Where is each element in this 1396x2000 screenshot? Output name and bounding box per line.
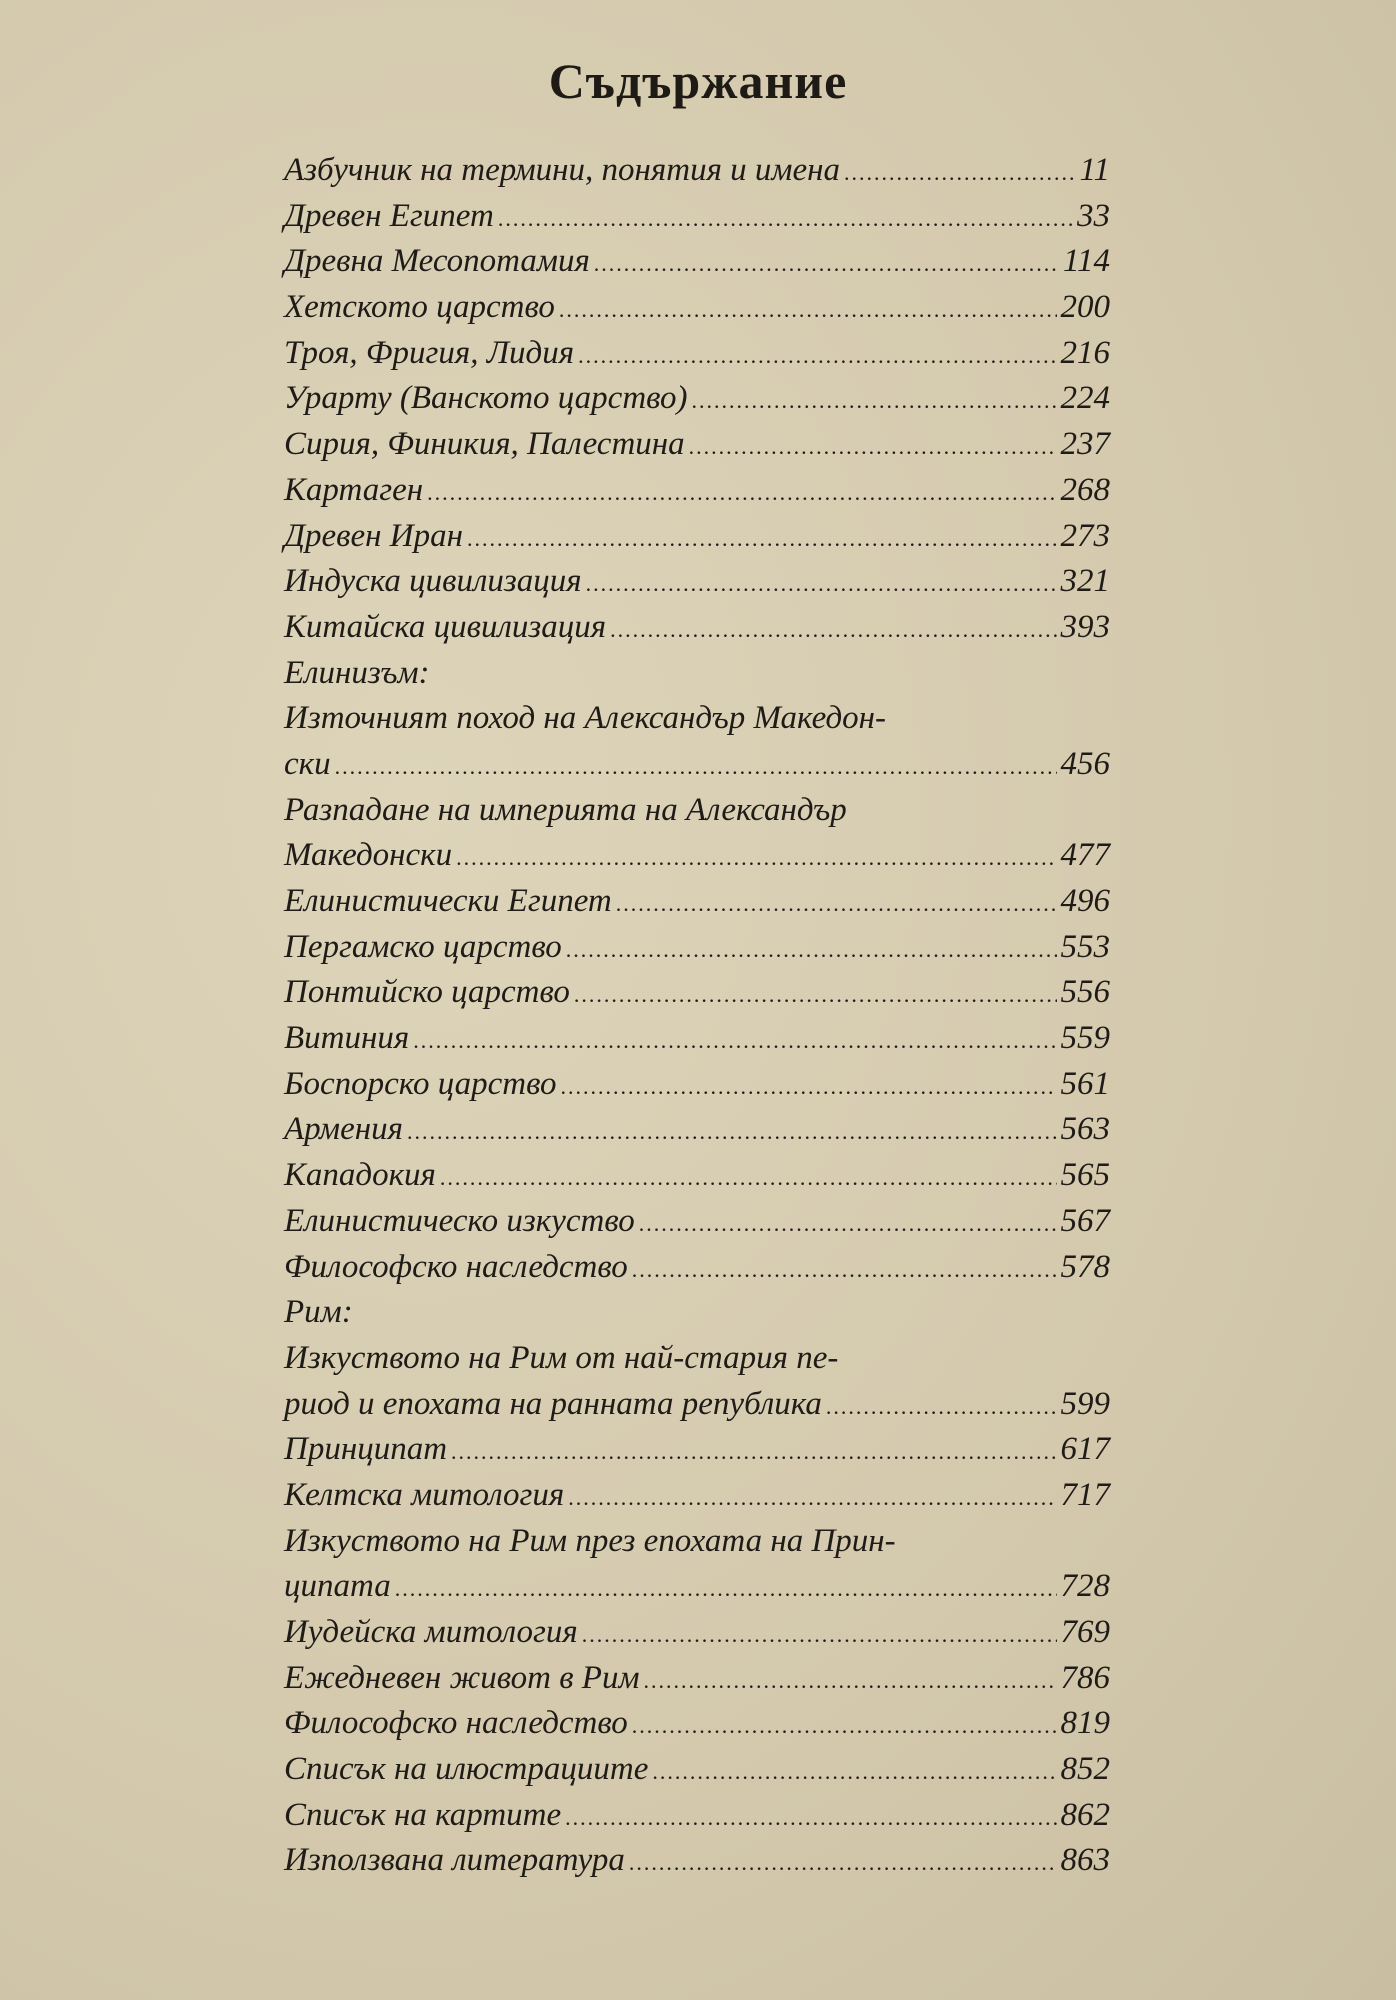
dot-leader	[692, 378, 1057, 424]
toc-entry	[284, 1473, 1110, 1519]
entry-title: Списък на илюстрациите	[284, 1751, 649, 1788]
entry-title: Древна Месопотамия	[284, 243, 590, 280]
toc-entry	[284, 331, 1110, 377]
toc-entry	[284, 239, 1110, 285]
toc-entry	[284, 833, 1110, 879]
page-number: 11	[1079, 152, 1110, 188]
dot-leader	[632, 1247, 1057, 1293]
entry-title: Древен Египет	[284, 197, 494, 234]
toc-entry	[284, 1382, 1110, 1428]
dot-leader	[395, 1566, 1057, 1612]
dot-leader	[644, 1658, 1057, 1704]
dot-leader	[498, 196, 1073, 242]
toc-entry	[284, 1519, 1110, 1565]
entry-title: Сирия, Финикия, Палестина	[284, 426, 685, 463]
page-number: 553	[1060, 928, 1110, 965]
dot-leader	[629, 1840, 1057, 1886]
toc-entry	[284, 925, 1110, 971]
entry-title: Философско наследство	[284, 1248, 628, 1285]
page-number: 556	[1060, 974, 1110, 1011]
dot-leader	[632, 1703, 1057, 1749]
toc-entry	[284, 1062, 1110, 1108]
page-number: 617	[1060, 1431, 1110, 1468]
page-title: Съдържание	[548, 53, 848, 109]
toc-entry	[284, 194, 1110, 240]
dot-leader	[467, 516, 1057, 562]
dot-leader	[586, 561, 1057, 607]
page-number: 565	[1060, 1157, 1110, 1194]
entry-title: риод и епохата на ранната република	[284, 1385, 822, 1422]
toc-entry	[284, 148, 1110, 194]
page-number: 728	[1060, 1568, 1110, 1605]
toc-entry	[284, 788, 1110, 834]
entry-title: Елинистическо изкуство	[284, 1202, 635, 1239]
toc-entry	[284, 1199, 1110, 1245]
dot-leader	[559, 287, 1057, 333]
dot-leader	[826, 1384, 1057, 1430]
section-label: Рим:	[284, 1294, 353, 1331]
page-number: 224	[1060, 380, 1110, 417]
toc-entry	[284, 742, 1110, 788]
toc-entry	[284, 1245, 1110, 1291]
entry-title: Армения	[284, 1111, 403, 1148]
dot-leader	[335, 744, 1057, 790]
page-number: 717	[1060, 1476, 1110, 1513]
toc-entry	[284, 1336, 1110, 1382]
entry-title: Изкуството на Рим от най-стария пе-	[284, 1339, 839, 1376]
page-number: 273	[1060, 517, 1110, 554]
entry-title: Хетското царство	[284, 289, 555, 326]
page-number: 237	[1060, 426, 1110, 463]
toc-entry	[284, 696, 1110, 742]
entry-title: Принципат	[284, 1431, 448, 1468]
toc-entry	[284, 468, 1110, 514]
page-number: 862	[1060, 1796, 1110, 1833]
section-label: Елинизъм:	[284, 654, 430, 691]
toc-section-heading	[284, 1290, 1110, 1336]
page-number: 567	[1060, 1202, 1110, 1239]
page-number: 563	[1060, 1111, 1110, 1148]
toc-entry	[284, 514, 1110, 560]
page-number: 216	[1060, 334, 1110, 371]
page-number: 599	[1060, 1385, 1110, 1422]
entry-title: Картаген	[284, 471, 424, 508]
entry-title: Разпадане на империята на Александър	[284, 791, 847, 828]
entry-title: Списък на картите	[284, 1796, 562, 1833]
dot-leader	[456, 835, 1056, 881]
entry-title: Китайска цивилизация	[284, 608, 607, 645]
toc-entry	[284, 1153, 1110, 1199]
entry-title: Иудейска митология	[284, 1614, 578, 1650]
entry-title: Елинистически Египет	[284, 883, 612, 919]
page-number: 268	[1060, 471, 1110, 508]
toc-entry	[284, 1747, 1110, 1793]
toc-entry	[284, 1016, 1110, 1062]
dot-leader	[582, 1612, 1057, 1658]
dot-leader	[440, 1155, 1057, 1201]
page-number: 33	[1077, 197, 1110, 234]
dot-leader	[652, 1749, 1056, 1795]
toc-entry	[284, 605, 1110, 651]
toc-entry	[284, 559, 1110, 605]
dot-leader	[427, 470, 1056, 516]
toc-entry	[284, 1564, 1110, 1610]
dot-leader	[689, 424, 1057, 470]
entry-title: Понтийско царство	[284, 974, 570, 1011]
page-number: 200	[1060, 289, 1110, 326]
entry-title: ципата	[284, 1568, 391, 1605]
toc-entry	[284, 1656, 1110, 1702]
entry-title: Троя, Фригия, Лидия	[284, 334, 575, 371]
entry-title: Боспорско царство	[284, 1065, 557, 1102]
dot-leader	[594, 241, 1059, 287]
dot-leader	[844, 150, 1075, 196]
entry-title: Ежедневен живот в Рим	[284, 1659, 640, 1696]
toc-entry	[284, 422, 1110, 468]
dot-leader	[578, 333, 1056, 379]
entry-title: Урарту (Ванското царство)	[284, 380, 688, 417]
toc-entry	[284, 1793, 1110, 1839]
entry-title: Философско наследство	[284, 1705, 628, 1742]
entry-title: Източният поход на Александър Македон-	[284, 700, 887, 737]
dot-leader	[639, 1201, 1057, 1247]
dot-leader	[574, 972, 1057, 1018]
page-number: 561	[1060, 1065, 1110, 1102]
entry-title: Келтска митология	[284, 1476, 565, 1513]
toc-entry	[284, 1107, 1110, 1153]
page-number: 456	[1060, 745, 1110, 782]
toc-entry	[284, 376, 1110, 422]
page-number: 477	[1060, 837, 1110, 874]
toc-entry	[284, 1701, 1110, 1747]
page-number: 819	[1060, 1705, 1110, 1742]
toc-entry	[284, 970, 1110, 1016]
page-number: 114	[1062, 243, 1110, 280]
toc-entry	[284, 879, 1110, 925]
toc-entry	[284, 1838, 1110, 1884]
toc-entry	[284, 285, 1110, 331]
toc-entry	[284, 1610, 1110, 1656]
dot-leader	[566, 927, 1057, 973]
dot-leader	[616, 881, 1057, 927]
entry-title: Азбучник на термини, понятия и имена	[284, 152, 840, 188]
entry-title: Индуска цивилизация	[284, 563, 582, 600]
page-number: 786	[1060, 1659, 1110, 1696]
page-number: 852	[1060, 1751, 1110, 1788]
entry-title: Витиния	[284, 1020, 410, 1057]
entry-title: Древен Иран	[284, 517, 463, 554]
page-number: 393	[1060, 608, 1110, 645]
entry-title: Изкуството на Рим през епохата на Прин-	[284, 1522, 896, 1559]
dot-leader	[565, 1795, 1056, 1841]
dot-leader	[413, 1018, 1056, 1064]
entry-title: Използвана литература	[284, 1842, 625, 1879]
dot-leader	[451, 1429, 1056, 1475]
entry-title: Македонски	[284, 837, 453, 874]
page-number: 559	[1060, 1020, 1110, 1057]
dot-leader	[560, 1064, 1056, 1110]
dot-leader	[610, 607, 1056, 653]
toc-section-heading	[284, 651, 1110, 697]
page-number: 578	[1060, 1248, 1110, 1285]
page-number: 769	[1060, 1614, 1110, 1650]
entry-title: ски	[284, 745, 331, 782]
toc-entry	[284, 1427, 1110, 1473]
entry-title: Пергамско царство	[284, 928, 562, 965]
dot-leader	[407, 1109, 1057, 1155]
dot-leader	[568, 1475, 1056, 1521]
table-of-contents	[284, 148, 1110, 1884]
page-number: 863	[1060, 1842, 1110, 1879]
entry-title: Кападокия	[284, 1157, 436, 1194]
page-number: 496	[1060, 883, 1110, 919]
page-number: 321	[1060, 563, 1110, 600]
